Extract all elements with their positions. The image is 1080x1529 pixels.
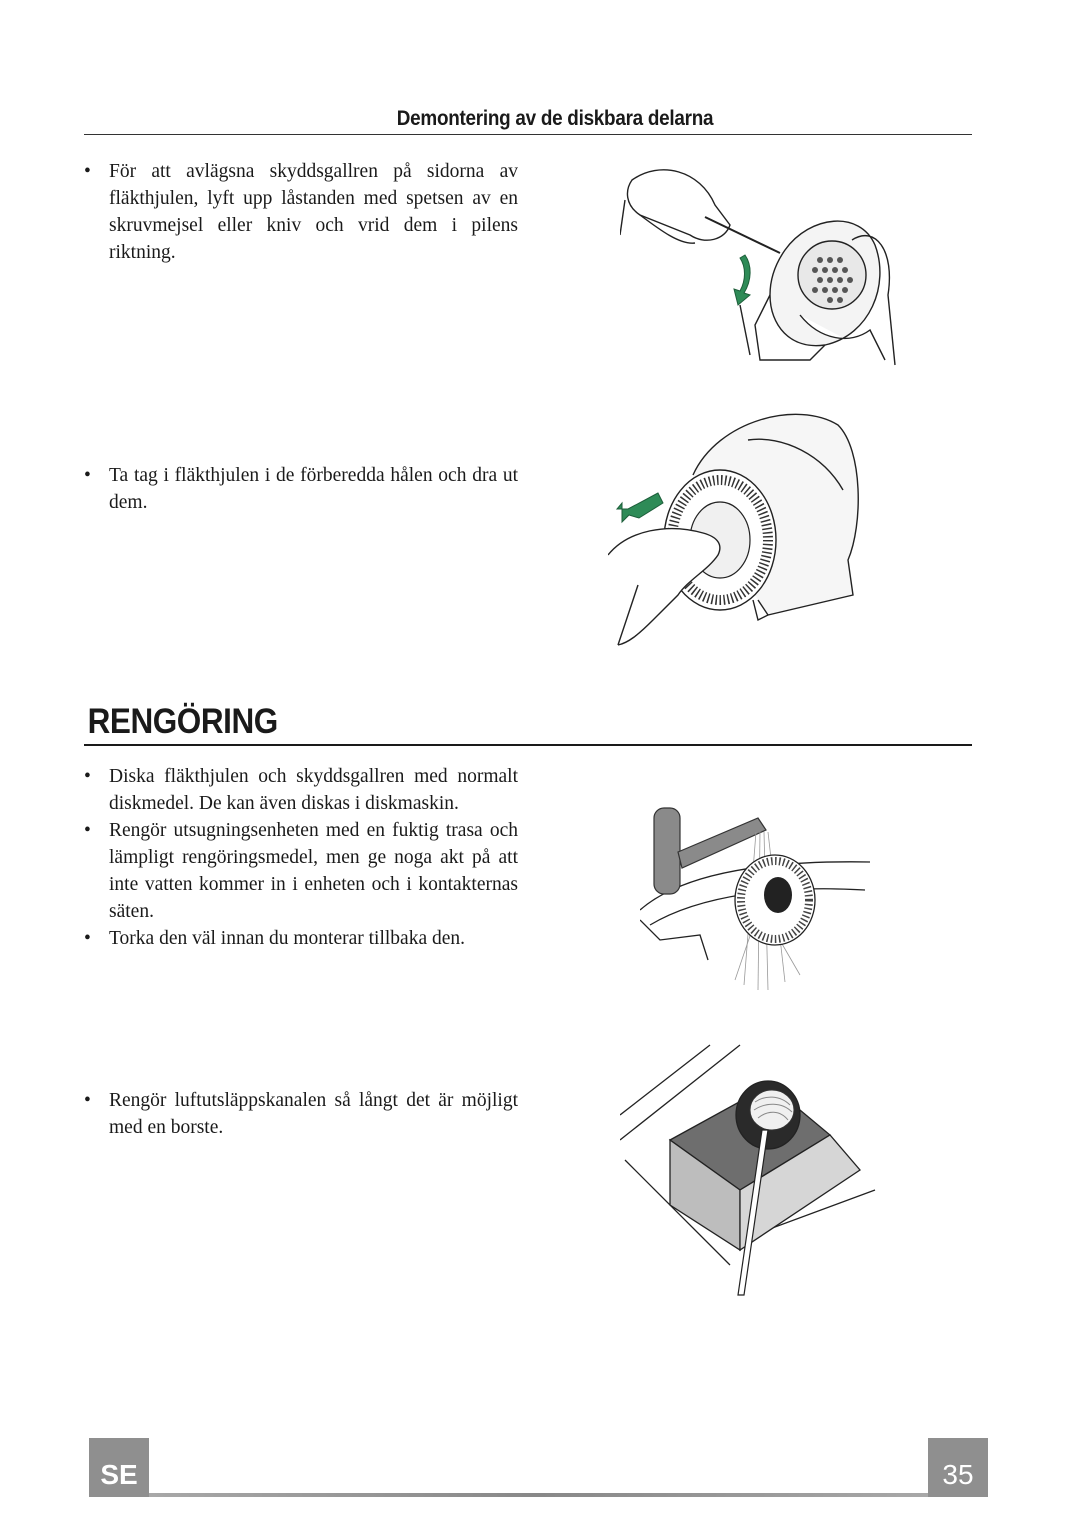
section-title: RENGÖRING <box>87 702 278 741</box>
list-item: • Torka den väl innan du monterar tillbaka den. <box>84 925 518 952</box>
removal-step-1 <box>84 158 518 266</box>
rotate-arrow-icon <box>734 255 750 305</box>
pull-arrow-icon <box>617 493 663 522</box>
language-badge: SE <box>89 1438 149 1497</box>
grille-removal-illustration <box>620 155 900 375</box>
subsection-header <box>84 104 972 135</box>
list-item: • Diska fläkthjulen och skyddsgallren med normalt diskmedel. De kan även diskas i diskmaskin. <box>84 763 518 817</box>
list-item: • Rengör luftutsläppskanalen så långt det är möjligt med en borste. <box>84 1087 518 1141</box>
filter-grille <box>798 241 866 309</box>
brush-head <box>750 1090 794 1130</box>
subsection-title: Demontering av de diskbara delarna <box>396 107 714 130</box>
list-item: • Rengör utsugningsenheten med en fuktig trasa och lämpligt rengöringsmedel, men ge noga akt på att inte vatten kommer in i enheten och i kontakternas säten. <box>84 817 518 925</box>
page-number: 35 <box>928 1438 988 1497</box>
list-item: • Ta tag i fläkthjulen i de förberedda hålen och dra ut dem. <box>84 462 518 516</box>
section-header <box>84 698 972 746</box>
fan-wheel-removal-illustration <box>608 405 868 650</box>
brush-cleaning-illustration <box>620 1040 885 1300</box>
cleaning-steps <box>84 763 518 952</box>
washing-illustration <box>640 800 875 995</box>
removal-step-2 <box>84 462 518 516</box>
list-item: • För att avlägsna skyddsgallren på sidorna av fläkthjulen, lyft upp låstanden med spetsen av en skruvmejsel eller kniv och vrid dem i pilens riktning. <box>84 158 518 266</box>
footer-rule <box>148 1493 928 1497</box>
duct-cleaning-step <box>84 1087 518 1141</box>
